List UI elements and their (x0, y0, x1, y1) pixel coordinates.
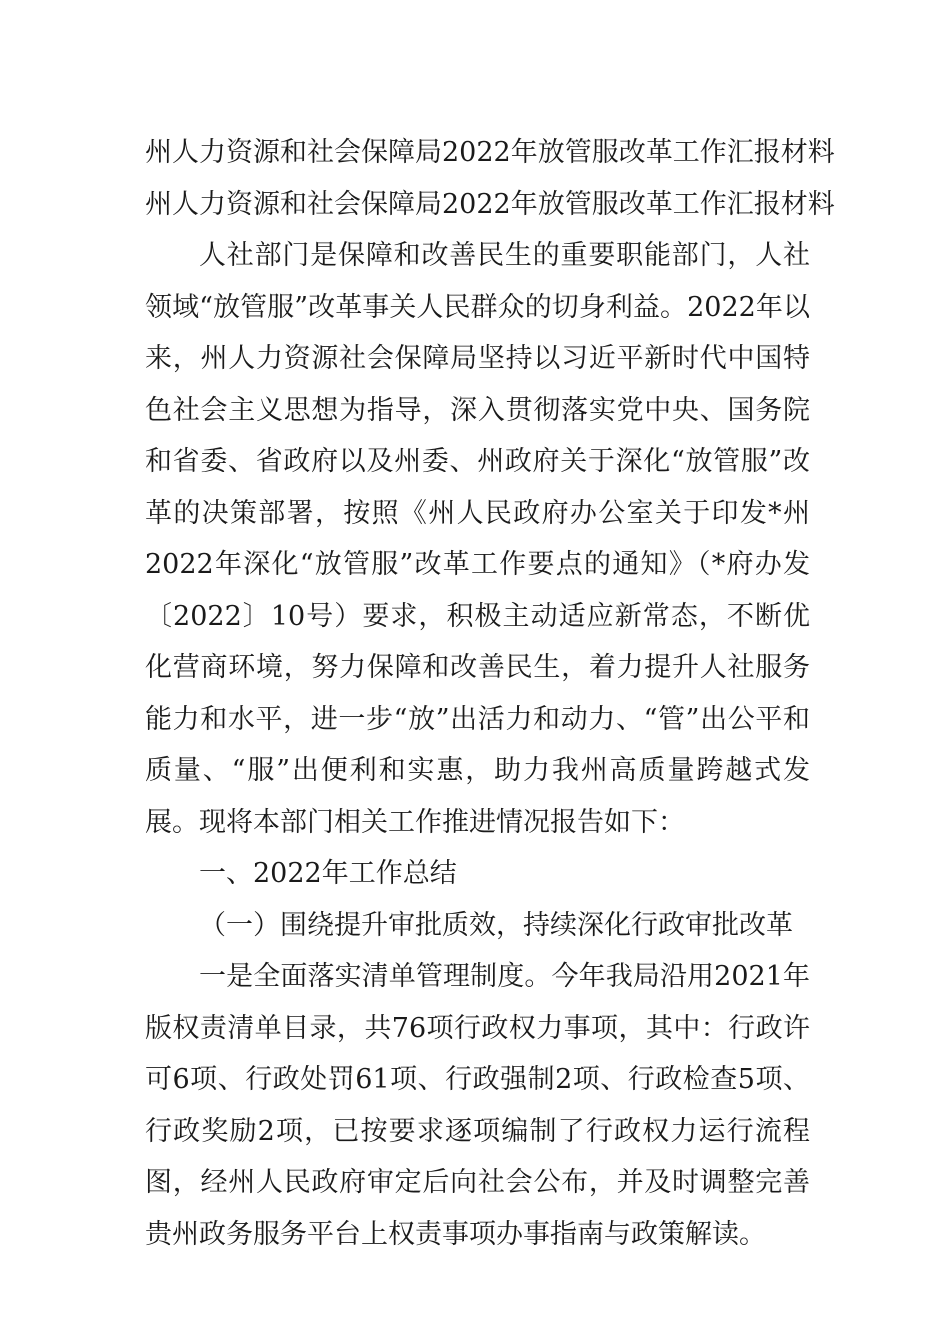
subsection-paragraph: 一是全面落实清单管理制度。今年我局沿用2021年版权责清单目录，共76项行政权力事项，其中：行政许可6项、行政处罚61项、行政强制2项、行政检查5项、行政奖励2项，已按要求逐项编制了行政权力运行流程图，经州人民政府审定后向社会公布，并及时调整完善贵州政务服务平台上权责事项办事指南与政策解读。 (145, 961, 810, 1250)
document-title-line-2: 州人力资源和社会保障局2022年放管服改革工作汇报材料 (145, 188, 835, 220)
document-title-line-1: 州人力资源和社会保障局2022年放管服改革工作汇报材料 (145, 137, 835, 168)
intro-paragraph: 人社部门是保障和改善民生的重要职能部门，人社领域“放管服”改革事关人民群众的切身利益。2022年以来，州人力资源社会保障局坚持以习近平新时代中国特色社会主义思想为指导，深入贯彻落实党中央、国务院和省委、省政府以及州委、州政府关于深化“放管服”改革的决策部署，按照《州人民政府办公室关于印发*州2022年深化“放管服”改革工作要点的通知》（*府办发〔2022〕10号）要求，积极主动适应新常态，不断优化营商环境，努力保障和改善民生，着力提升人社服务能力和水平，进一步“放”出活力和动力、“管”出公平和质量、“服”出便利和实惠，助力我州高质量跨越式发展。现将本部门相关工作推进情况报告如下： (145, 240, 810, 838)
subsection-heading: （一）围绕提升审批质效，持续深化行政审批改革 (199, 909, 793, 941)
section-heading: 一、2022年工作总结 (199, 858, 457, 889)
document-body (145, 127, 835, 1260)
